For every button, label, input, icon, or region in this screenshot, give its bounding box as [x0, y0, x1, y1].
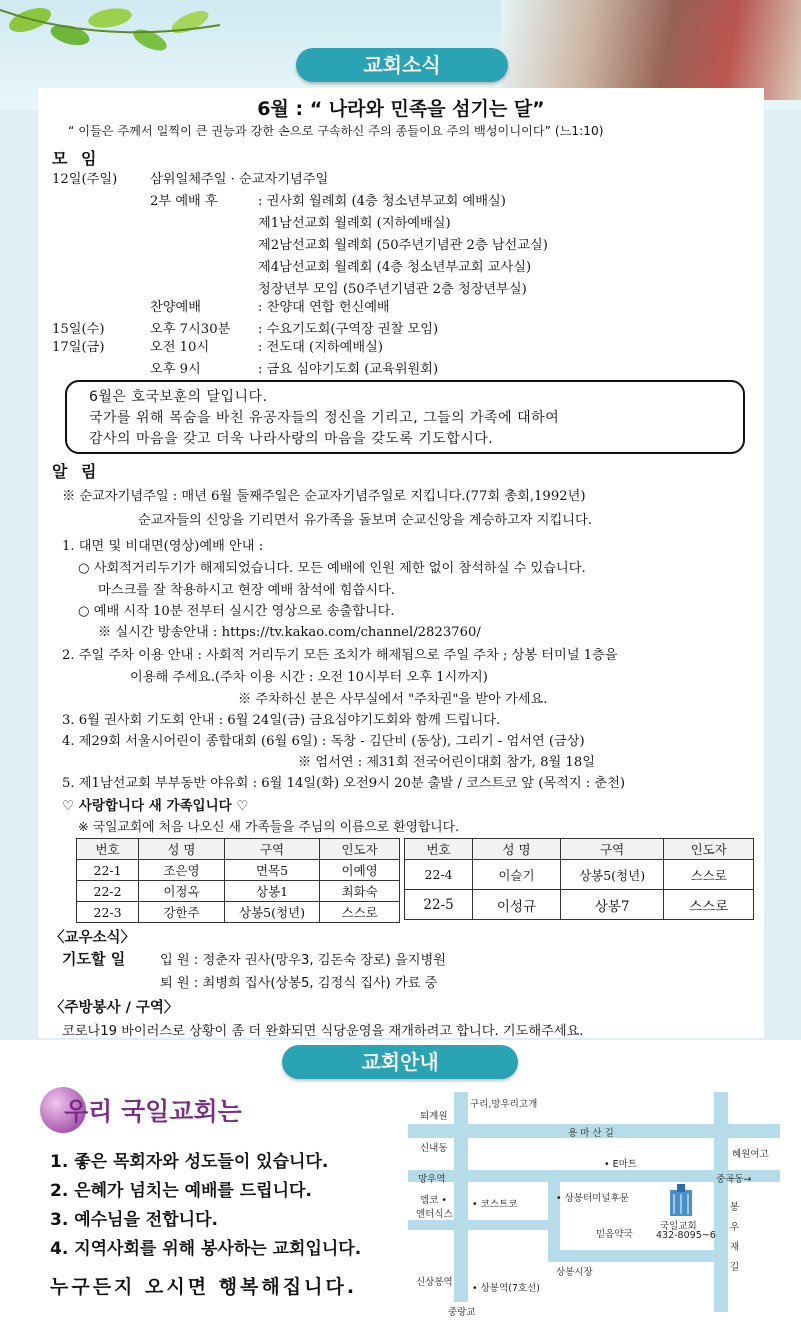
- map-label-sangbong-market: 상봉시장: [556, 1267, 593, 1278]
- church-guide-title: 교회안내: [282, 1045, 518, 1079]
- announcement-line: 5. 제1남선교회 부부동반 야유회 : 6월 14일(화) 오전9시 20분 출발 / 코스트코 앞 (목적지 : 춘천): [62, 776, 626, 791]
- new-family-cell: 22-2: [77, 881, 139, 902]
- church-guide-heading: 우리 국일교회는: [64, 1097, 242, 1126]
- map-label-sangbong-station: • 상봉역(7호선): [472, 1283, 540, 1294]
- map-label-terminal: • 상봉터미널후문: [556, 1193, 629, 1204]
- meetings-heading: 모 임: [52, 149, 101, 168]
- notice-line: 감사의 마음을 갖고 더욱 나라사랑의 마음을 갖도록 기도합시다.: [89, 431, 494, 447]
- map-label-yongmasan: 용 마 산 길: [568, 1128, 614, 1139]
- meeting-c3: : 권사회 월례회 (4층 청소년부교회 예배실): [258, 194, 506, 209]
- new-family-table-right: [404, 838, 754, 920]
- header-photo: [501, 0, 801, 100]
- new-family-cell: 면목5: [224, 860, 320, 881]
- guide-point: 1. 좋은 목회자와 성도들이 있습니다.: [50, 1152, 329, 1172]
- announcement-line[interactable]: ※ 실시간 방송안내 : https://tv.kakao.com/channel/2823760/: [98, 625, 481, 640]
- new-family-cell: 상봉5(청년): [560, 860, 664, 890]
- map-label-mangu: 망우역: [418, 1174, 446, 1185]
- guide-point: 2. 은혜가 넘치는 예배를 드립니다.: [50, 1181, 312, 1201]
- map-label-emko: 엠코 •: [420, 1195, 447, 1206]
- admit-line: 입 원 : 정춘자 권사(망우3, 김돈숙 장로) 을지병원: [160, 953, 446, 968]
- meeting-c3: 제4남선교회 월례회 (4층 청소년부교회 교사실): [258, 260, 532, 275]
- church-building-icon: [666, 1184, 696, 1216]
- meeting-c3: 제1남선교회 월례회 (지하예배실): [258, 216, 451, 231]
- new-family-cell: 22-4: [405, 860, 473, 890]
- new-family-cell: 상봉5(청년): [224, 902, 320, 923]
- announcement-line: ※ 엄서연 : 제31회 전국어린이대회 참가, 8월 18일: [298, 755, 595, 770]
- new-family-cell: 22-3: [77, 902, 139, 923]
- month-verse: “ 이들은 주께서 일찍이 큰 권능과 강한 손으로 구속하신 주의 종들이요 주의 백성이니이다” (느1:10): [68, 124, 604, 138]
- notice-line: 국가를 위해 목숨을 바친 유공자들의 정신을 기리고, 그들의 가족에 대하여: [89, 410, 560, 426]
- map-label-guri: 구리,망우리고개: [470, 1099, 538, 1110]
- new-family-cell: 22-1: [77, 860, 139, 881]
- map-label-jungnang: 중랑교: [448, 1307, 476, 1318]
- new-family-cell: 이예영: [320, 860, 400, 881]
- discharge-line: 퇴 원 : 최병희 집사(상봉5, 김정식 집사) 가료 중: [160, 976, 438, 991]
- table-row: [77, 860, 400, 881]
- guide-point: 3. 예수님을 전합니다.: [50, 1210, 218, 1230]
- meeting-c1: 17일(금): [52, 340, 105, 355]
- map-label-junggok: 중곡동→: [716, 1174, 752, 1185]
- memorial-notice-box: [65, 380, 745, 454]
- meeting-c3: : 전도대 (지하예배실): [258, 340, 384, 355]
- new-family-cell: 스스로: [320, 902, 400, 923]
- announcement-line: 2. 주일 주차 이용 안내 : 사회적 거리두기 모든 조치가 해제됨으로 주일 주차 ; 상봉 터미널 1층을: [62, 648, 618, 663]
- map-label-toegyewon: 퇴계원: [420, 1111, 448, 1122]
- new-family-cell: 이슬기: [473, 860, 561, 890]
- new-family-cell: 이성규: [473, 890, 561, 920]
- new-family-intro: ※ 국일교회에 처음 나오신 새 가족들을 주님의 이름으로 환영합니다.: [78, 820, 460, 835]
- map-road: [548, 1250, 720, 1262]
- meeting-c3: : 찬양대 연합 헌신예배: [258, 300, 390, 315]
- new-family-column-header: 번호: [77, 839, 139, 860]
- map-label-entec: 엔터식스: [416, 1209, 453, 1220]
- location-map: [408, 1082, 780, 1318]
- announcement-line: 이용해 주세요.(주차 이용 시간 : 오전 10시부터 오후 1시까지): [130, 670, 488, 685]
- notice-line: 6월은 호국보훈의 달입니다.: [89, 389, 268, 405]
- new-family-cell: 스스로: [664, 890, 754, 920]
- table-row: [405, 890, 754, 920]
- new-family-table-left: [76, 838, 400, 923]
- announcement-line: ○ 예배 시작 10분 전부터 실시간 영상으로 송출합니다.: [78, 604, 395, 619]
- map-label-emart: • E마트: [604, 1159, 637, 1170]
- meeting-c2: 오후 9시: [150, 362, 201, 377]
- map-label-sinnae: 신내동: [420, 1143, 448, 1154]
- members-news-heading: 〈교우소식〉: [50, 930, 136, 946]
- announcement-line: ※ 순교자기념주일 : 매년 6월 둘째주일은 순교자기념주일로 지킵니다.(77회 총회,1992년): [62, 489, 586, 504]
- meeting-c2: 오후 7시30분: [150, 322, 231, 337]
- map-label-mideum: 믿음약국: [596, 1229, 633, 1240]
- meeting-c1: 15일(수): [52, 322, 105, 337]
- meeting-c3: 제2남선교회 월례회 (50주년기념관 2층 남선교실): [258, 238, 548, 253]
- kitchen-heading: 〈주방봉사 / 구역〉: [50, 1000, 179, 1016]
- table-row: [405, 860, 754, 890]
- new-family-cell: 조은영: [139, 860, 225, 881]
- new-family-cell: 스스로: [664, 860, 754, 890]
- map-road: [408, 1220, 558, 1230]
- announcement-line: 1. 대면 및 비대면(영상)예배 안내 :: [62, 539, 264, 554]
- guide-slogan: 누구든지 오시면 행복해집니다.: [50, 1276, 358, 1298]
- map-label-sinsangbong: 신상봉역: [416, 1277, 453, 1288]
- announcement-line: 3. 6월 권사회 기도회 안내 : 6월 24일(금) 금요심야기도회와 함께 드립니다.: [62, 713, 501, 728]
- meeting-c2: 2부 예배 후: [150, 194, 218, 209]
- prayer-label: 기도할 일: [62, 950, 126, 968]
- church-news-panel: [38, 88, 764, 1038]
- map-label-phone: 432-8095~6: [656, 1230, 716, 1241]
- guide-point: 4. 지역사회를 위해 봉사하는 교회입니다.: [50, 1239, 362, 1259]
- meeting-c3: : 금요 심야기도회 (교육위원회): [258, 362, 439, 377]
- new-family-cell: 이정옥: [139, 881, 225, 902]
- announcement-line: 4. 제29회 서울시어린이 종합대회 (6월 6일) : 독창 - 김단비 (동상), 그리기 - 엄서연 (금상): [62, 734, 585, 749]
- table-row: [77, 881, 400, 902]
- leaf-decoration-icon: [0, 0, 230, 70]
- announcement-line: 마스크를 잘 착용하시고 현장 예배 참석에 힘씁시다.: [98, 583, 395, 598]
- meeting-c2: 오전 10시: [150, 340, 210, 355]
- map-road: [714, 1092, 728, 1312]
- new-family-column-header: 성 명: [473, 839, 561, 860]
- meeting-c2: 찬양예배: [150, 300, 201, 315]
- meeting-c1: 12일(주일): [52, 172, 118, 187]
- map-label-costco: • 코스트코: [472, 1199, 518, 1210]
- new-family-column-header: 구역: [224, 839, 320, 860]
- new-family-column-header: 번호: [405, 839, 473, 860]
- new-family-cell: 최화숙: [320, 881, 400, 902]
- map-label-bongwoo: 봉우재길: [730, 1202, 740, 1273]
- meeting-c3: : 수요기도회(구역장 권찰 모임): [258, 322, 439, 337]
- map-label-hyewon: 혜원여고: [732, 1149, 769, 1160]
- kitchen-text: 코로나19 바이러스로 상황이 좀 더 완화되면 식당운영을 재개하려고 합니다. 기도해주세요.: [62, 1024, 584, 1039]
- new-family-column-header: 성 명: [139, 839, 225, 860]
- map-label-church: 국일교회: [660, 1221, 697, 1232]
- announcement-line: 순교자들의 신앙을 기리면서 유가족을 돌보며 순교신앙을 계승하고자 지킵니다.: [138, 513, 592, 528]
- new-family-cell: 상봉1: [224, 881, 320, 902]
- new-family-cell: 강한주: [139, 902, 225, 923]
- new-family-column-header: 인도자: [664, 839, 754, 860]
- new-family-cell: 22-5: [405, 890, 473, 920]
- meeting-c2: 삼위일체주일 · 순교자기념주일: [150, 172, 329, 187]
- new-family-heading: ♡ 사랑합니다 새 가족입니다 ♡: [62, 798, 249, 814]
- new-family-column-header: 인도자: [320, 839, 400, 860]
- announcement-line: ※ 주차하신 분은 사무실에서 "주차권"을 받아 가세요.: [238, 692, 548, 707]
- month-title: 6월 : “ 나라와 민족을 섬기는 달”: [257, 98, 545, 120]
- meeting-c3: 청장년부 모임 (50주년기념관 2층 청장년부실): [258, 282, 527, 297]
- new-family-column-header: 구역: [560, 839, 664, 860]
- church-news-title: 교회소식: [296, 48, 508, 82]
- table-row: [77, 902, 400, 923]
- new-family-cell: 상봉7: [560, 890, 664, 920]
- announcements-heading: 알 림: [52, 462, 101, 481]
- announcement-line: ○ 사회적거리두기가 해제되었습니다. 모든 예배에 인원 제한 없이 참석하실 수 있습니다.: [78, 561, 586, 576]
